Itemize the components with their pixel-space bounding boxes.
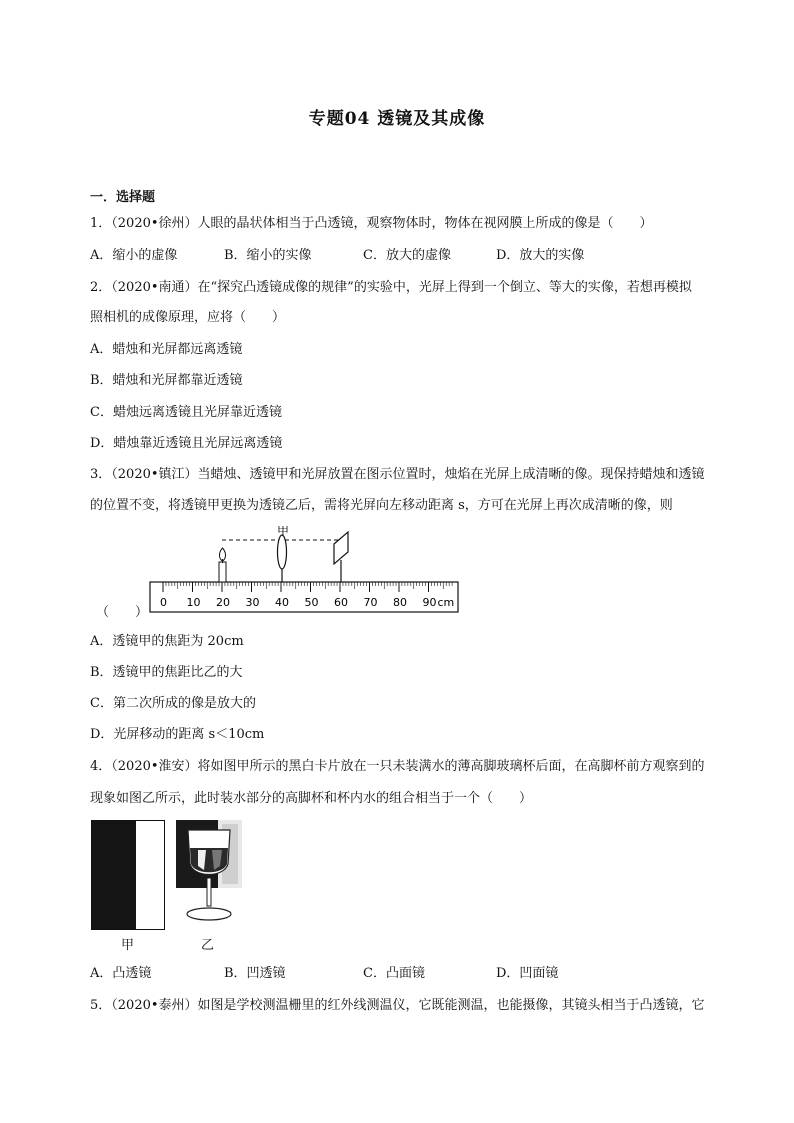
optical-bench-figure xyxy=(148,526,468,618)
optical-bench-svg xyxy=(148,526,468,618)
ruler-unit-label: cm xyxy=(437,596,455,609)
q3-option-d: D．光屏移动的距离 s＜10cm xyxy=(90,727,265,742)
q1-option-d: D．放大的实像 xyxy=(496,248,585,263)
q4-option-c: C．凸面镜 xyxy=(363,966,425,981)
q4-option-a: A．凸透镜 xyxy=(90,966,152,981)
ruler-tick-label: 70 xyxy=(363,596,378,609)
q3-stem-line3: （ ） xyxy=(96,605,149,620)
q2-stem-line1: 2．（2020•南通）在“探究凸透镜成像的规律”的实验中，光屏上得到一个倒立、等大的实像，若想再模拟 xyxy=(90,280,692,295)
candle-icon xyxy=(219,548,226,582)
q2-option-a: A．蜡烛和光屏都远离透镜 xyxy=(90,342,243,357)
q2-stem-line2: 照相机的成像原理，应将（ ） xyxy=(90,310,286,325)
q1-option-c: C．放大的虚像 xyxy=(363,248,451,263)
ruler-tick-label: 30 xyxy=(245,596,260,609)
card-black-half xyxy=(92,821,136,929)
lens-icon xyxy=(278,535,287,582)
goblet-icon xyxy=(176,820,242,928)
ruler-tick-label: 40 xyxy=(275,596,289,609)
q2-option-d: D．蜡烛靠近透镜且光屏远离透镜 xyxy=(90,436,283,451)
section-heading: 一．选择题 xyxy=(90,190,156,205)
q3-option-c: C．第二次所成的像是放大的 xyxy=(90,696,256,711)
fig-label-yi: 乙 xyxy=(201,938,215,953)
ruler-tick-label: 80 xyxy=(393,596,407,609)
q2-option-c: C．蜡烛远离透镜且光屏靠近透镜 xyxy=(90,405,282,420)
card-white-half xyxy=(136,821,164,929)
ruler-tick-label: 90 xyxy=(422,596,437,609)
goblet-figure-yi xyxy=(176,820,242,928)
ruler-tick-label: 50 xyxy=(304,596,319,609)
q3-option-a: A．透镜甲的焦距为 20cm xyxy=(90,634,244,649)
q2-option-b: B．蜡烛和光屏都靠近透镜 xyxy=(90,373,243,388)
page-title: 专题04 透镜及其成像 xyxy=(308,109,486,129)
ruler-tick-label: 0 xyxy=(160,596,167,609)
q4-option-d: D．凹面镜 xyxy=(496,966,559,981)
q3-option-b: B．透镜甲的焦距比乙的大 xyxy=(90,665,243,680)
q4-stem-line1: 4．（2020•淮安）将如图甲所示的黑白卡片放在一只未装满水的薄高脚玻璃杯后面，在高脚杯前方观察到的 xyxy=(90,759,705,774)
fig-label-jia: 甲 xyxy=(121,938,135,953)
q3-stem-line2: 的位置不变，将透镜甲更换为透镜乙后，需将光屏向左移动距离 s，方可在光屏上再次成清晰的像，则 xyxy=(90,498,673,513)
ruler-tick-label: 10 xyxy=(186,596,201,609)
q4-stem-line2: 现象如图乙所示，此时装水部分的高脚杯和杯内水的组合相当于一个（ ） xyxy=(90,791,533,806)
q3-stem-line1: 3．（2020•镇江）当蜡烛、透镜甲和光屏放置在图示位置时，烛焰在光屏上成清晰的像。现保持蜡烛和透镜 xyxy=(90,467,705,482)
q1-stem: 1．（2020•徐州）人眼的晶状体相当于凸透镜，观察物体时，物体在视网膜上所成的像是（ ） xyxy=(90,216,653,231)
ruler-tick-label: 20 xyxy=(216,596,230,609)
q1-option-b: B．缩小的实像 xyxy=(224,248,312,263)
lens-label: 甲 xyxy=(277,526,290,538)
card-figure-jia xyxy=(91,820,165,930)
ruler-tick-label: 60 xyxy=(334,596,348,609)
q4-option-b: B．凹透镜 xyxy=(224,966,286,981)
q1-option-a: A．缩小的虚像 xyxy=(90,248,178,263)
q5-stem-line1: 5．（2020•泰州）如图是学校测温栅里的红外线测温仪，它既能测温，也能摄像，其镜头相当于凸透镜，它 xyxy=(90,998,705,1013)
